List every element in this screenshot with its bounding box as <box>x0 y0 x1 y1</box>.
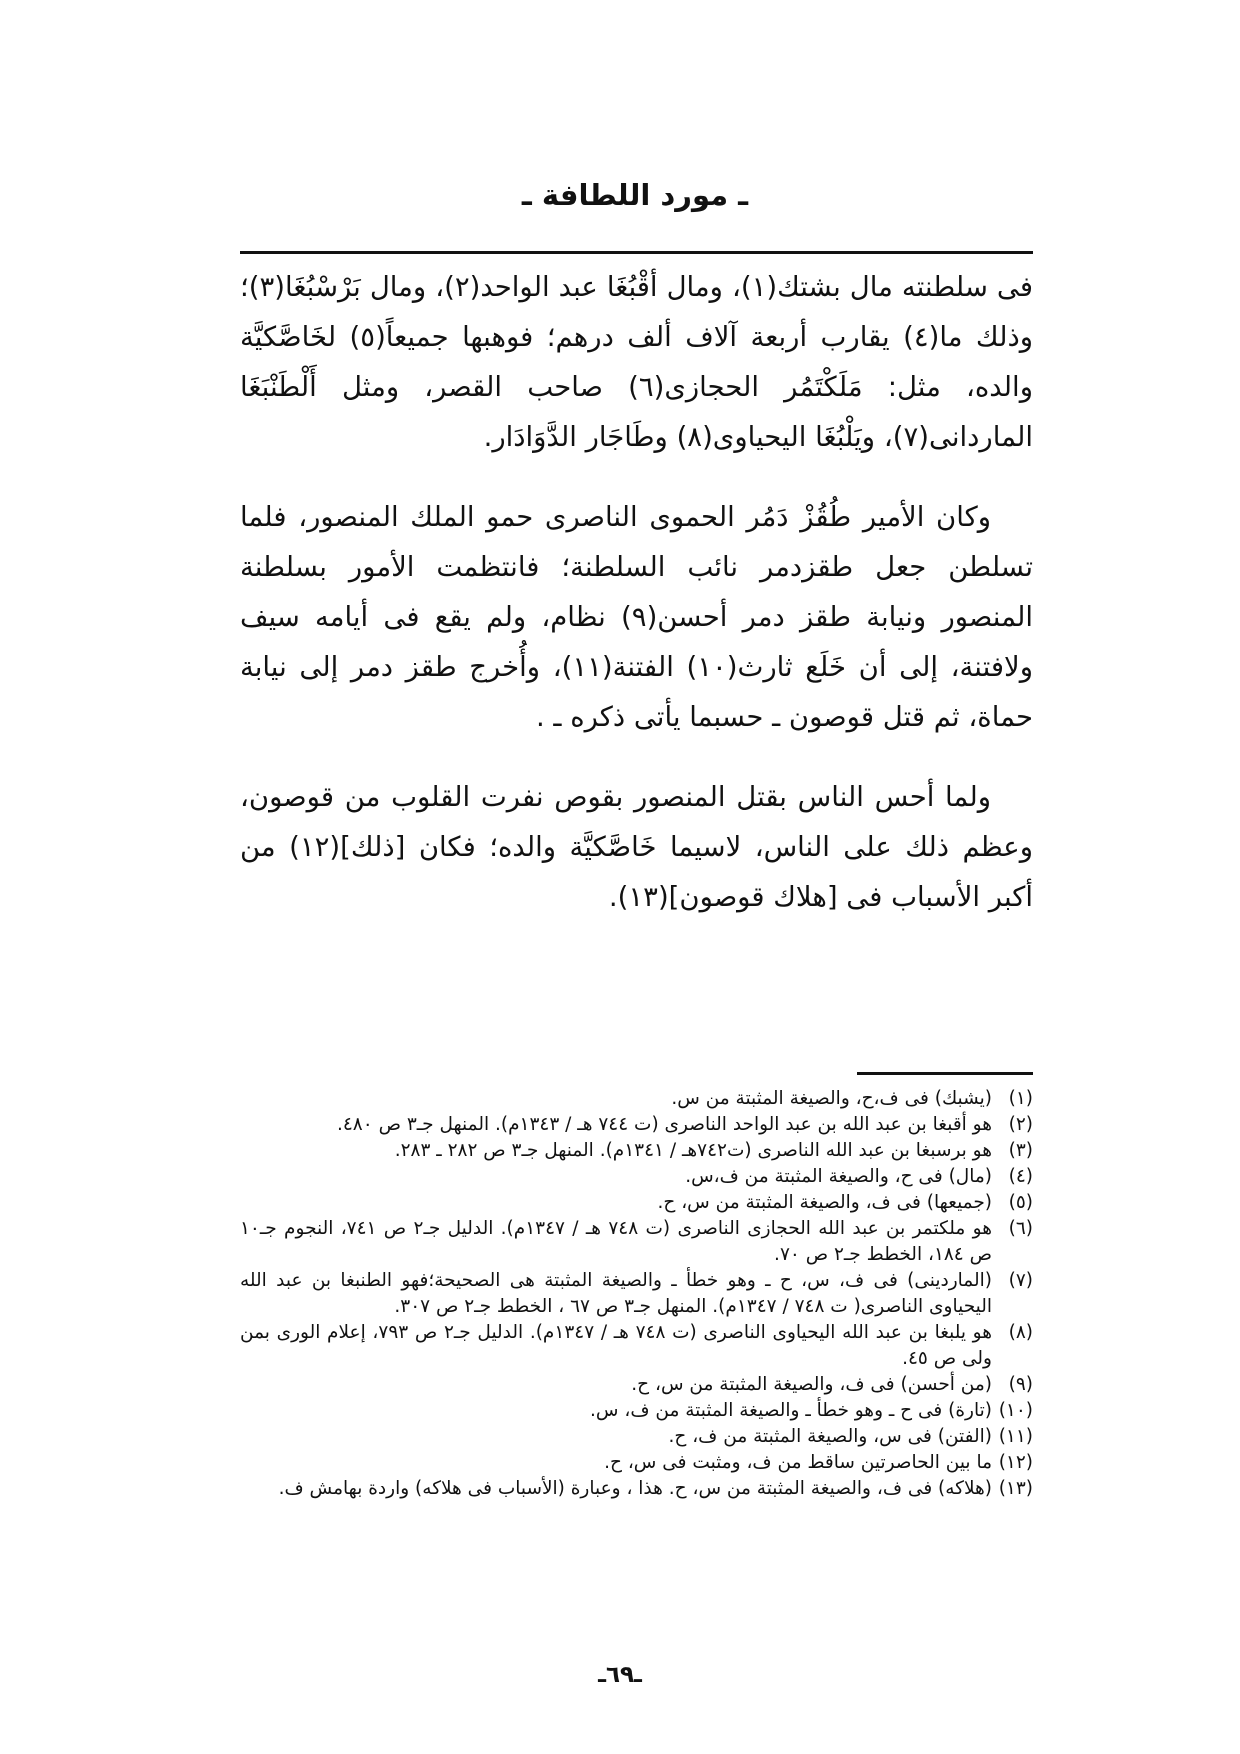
paragraph: فى سلطنته مال بشتك(١)، ومال أقْبُغَا عبد الواحد(٢)، ومال بَرْسْبُغَا(٣)؛ وذلك ما(٤) يقارب أربعة آلاف ألف درهم؛ فوهبها جميعاً(٥) لخَاصَّكيَّة والده، مثل: مَلَكْتَمُر الحجازى(٦) صاحب القصر، ومثل أَلْطَنْبَغَا الماردانى(٧)، ويَلْبُغَا اليحياوى(٨) وطَاجَار الدَّوَادَار. <box>240 271 1033 453</box>
footnote-number: (١٣) <box>998 1478 1033 1499</box>
footnote-text: هو أقبغا بن عبد الله بن عبد الواحد الناصرى (ت ٧٤٤ هـ / ١٣٤٣م). المنهل جـ٣ ص ٤٨٠. <box>336 1114 992 1135</box>
footnote <box>240 1476 1033 1502</box>
footnote <box>240 1268 1033 1320</box>
footnote-number: (٧) <box>1008 1270 1033 1291</box>
footnote-number: (٥) <box>1008 1192 1033 1213</box>
footnote-text: (هلاكه) فى ف، والصيغة المثبتة من س، ح. هذا ، وعبارة (الأسباب فى هلاكه) واردة بهامش ف. <box>278 1478 992 1499</box>
header-rule <box>240 251 1033 254</box>
footnote-text: ما بين الحاصرتين ساقط من ف، ومثبت فى س، ح. <box>604 1452 992 1473</box>
main-text <box>240 262 1033 922</box>
footnote-text: (الفتن) فى س، والصيغة المثبتة من ف، ح. <box>668 1426 992 1447</box>
footnote-text: هو برسبغا بن عبد الله الناصرى (ت٧٤٢هـ / ١٣٤١م). المنهل جـ٣ ص ٢٨٢ ـ ٢٨٣. <box>394 1140 992 1161</box>
footnote <box>240 1450 1033 1476</box>
footnote-text: هو ملكتمر بن عبد الله الحجازى الناصرى (ت ٧٤٨ هـ / ١٣٤٧م). الدليل جـ٢ ص ٧٤١، النجوم جـ١٠ ص ١٨٤، الخطط جـ٢ ص ٧٠. <box>240 1218 992 1265</box>
footnote-text: (تارة) فى ح ـ وهو خطأ ـ والصيغة المثبتة من ف، س. <box>590 1400 992 1421</box>
footnote-number: (١٠) <box>998 1400 1033 1421</box>
footnote <box>240 1164 1033 1190</box>
footnote-text: (من أحسن) فى ف، والصيغة المثبتة من س، ح. <box>631 1374 992 1395</box>
footnotes-list <box>240 1086 1033 1502</box>
footnote-number: (٣) <box>1008 1140 1033 1161</box>
footnote <box>240 1086 1033 1112</box>
footnote <box>240 1190 1033 1216</box>
footnote-number: (٢) <box>1008 1114 1033 1135</box>
footnote-number: (٦) <box>1008 1218 1033 1239</box>
footnote <box>240 1398 1033 1424</box>
footnote-text: (يشبك) فى ف،ح، والصيغة المثبتة من س. <box>671 1088 992 1109</box>
paragraph: ولما أحس الناس بقتل المنصور بقوص نفرت القلوب من قوصون، وعظم ذلك على الناس، لاسيما خَاصَّكيَّة والده؛ فكان [ذلك](١٢) من أكبر الأسباب فى [هلاك قوصون](١٣). <box>240 781 1033 913</box>
footnote-text: (مال) فى ح، والصيغة المثبتة من ف،س. <box>685 1166 992 1187</box>
running-title: ـ مورد اللطافة ـ <box>521 178 749 212</box>
footnote <box>240 1372 1033 1398</box>
footnote-text: (جميعها) فى ف، والصيغة المثبتة من س، ح. <box>657 1192 992 1213</box>
footnote-text: هو يلبغا بن عبد الله اليحياوى الناصرى (ت ٧٤٨ هـ / ١٣٤٧م). الدليل جـ٢ ص ٧٩٣، إعلام الورى بمن ولى ص ٤٥. <box>240 1322 992 1369</box>
footnote-text: (الماردينى) فى ف، س، ح ـ وهو خطأ ـ والصيغة المثبتة هى الصحيحة؛فهو الطنبغا بن عبد الله اليحياوى الناصرى( ت ٧٤٨ / ١٣٤٧م). المنهل جـ٣ ص ٦٧ ، الخطط جـ٢ ص ٣٠٧. <box>240 1270 992 1317</box>
footnote-number: (١) <box>1008 1088 1033 1109</box>
footnote-number: (١٢) <box>998 1452 1033 1473</box>
footnote-number: (٨) <box>1008 1322 1033 1343</box>
footnote-number: (٩) <box>1008 1374 1033 1395</box>
footnote-separator <box>857 1072 1033 1075</box>
footnote-number: (١١) <box>998 1426 1033 1447</box>
footnote <box>240 1424 1033 1450</box>
page-number: ـ٦٩ـ <box>598 1662 642 1688</box>
footnote <box>240 1320 1033 1372</box>
footnote <box>240 1112 1033 1138</box>
footnote <box>240 1216 1033 1268</box>
footnote-number: (٤) <box>1008 1166 1033 1187</box>
paragraph: وكان الأمير طُقُزْ دَمُر الحموى الناصرى حمو الملك المنصور، فلما تسلطن جعل طقزدمر نائب السلطنة؛ فانتظمت الأمور بسلطنة المنصور ونيابة طقز دمر أحسن(٩) نظام، ولم يقع فى أيامه سيف ولافتنة، إلى أن خَلَع ثارث(١٠) الفتنة(١١)، وأُخرج طقز دمر إلى نيابة حماة، ثم قتل قوصون ـ حسبما يأتى ذكره ـ . <box>240 501 1033 733</box>
footnote <box>240 1138 1033 1164</box>
